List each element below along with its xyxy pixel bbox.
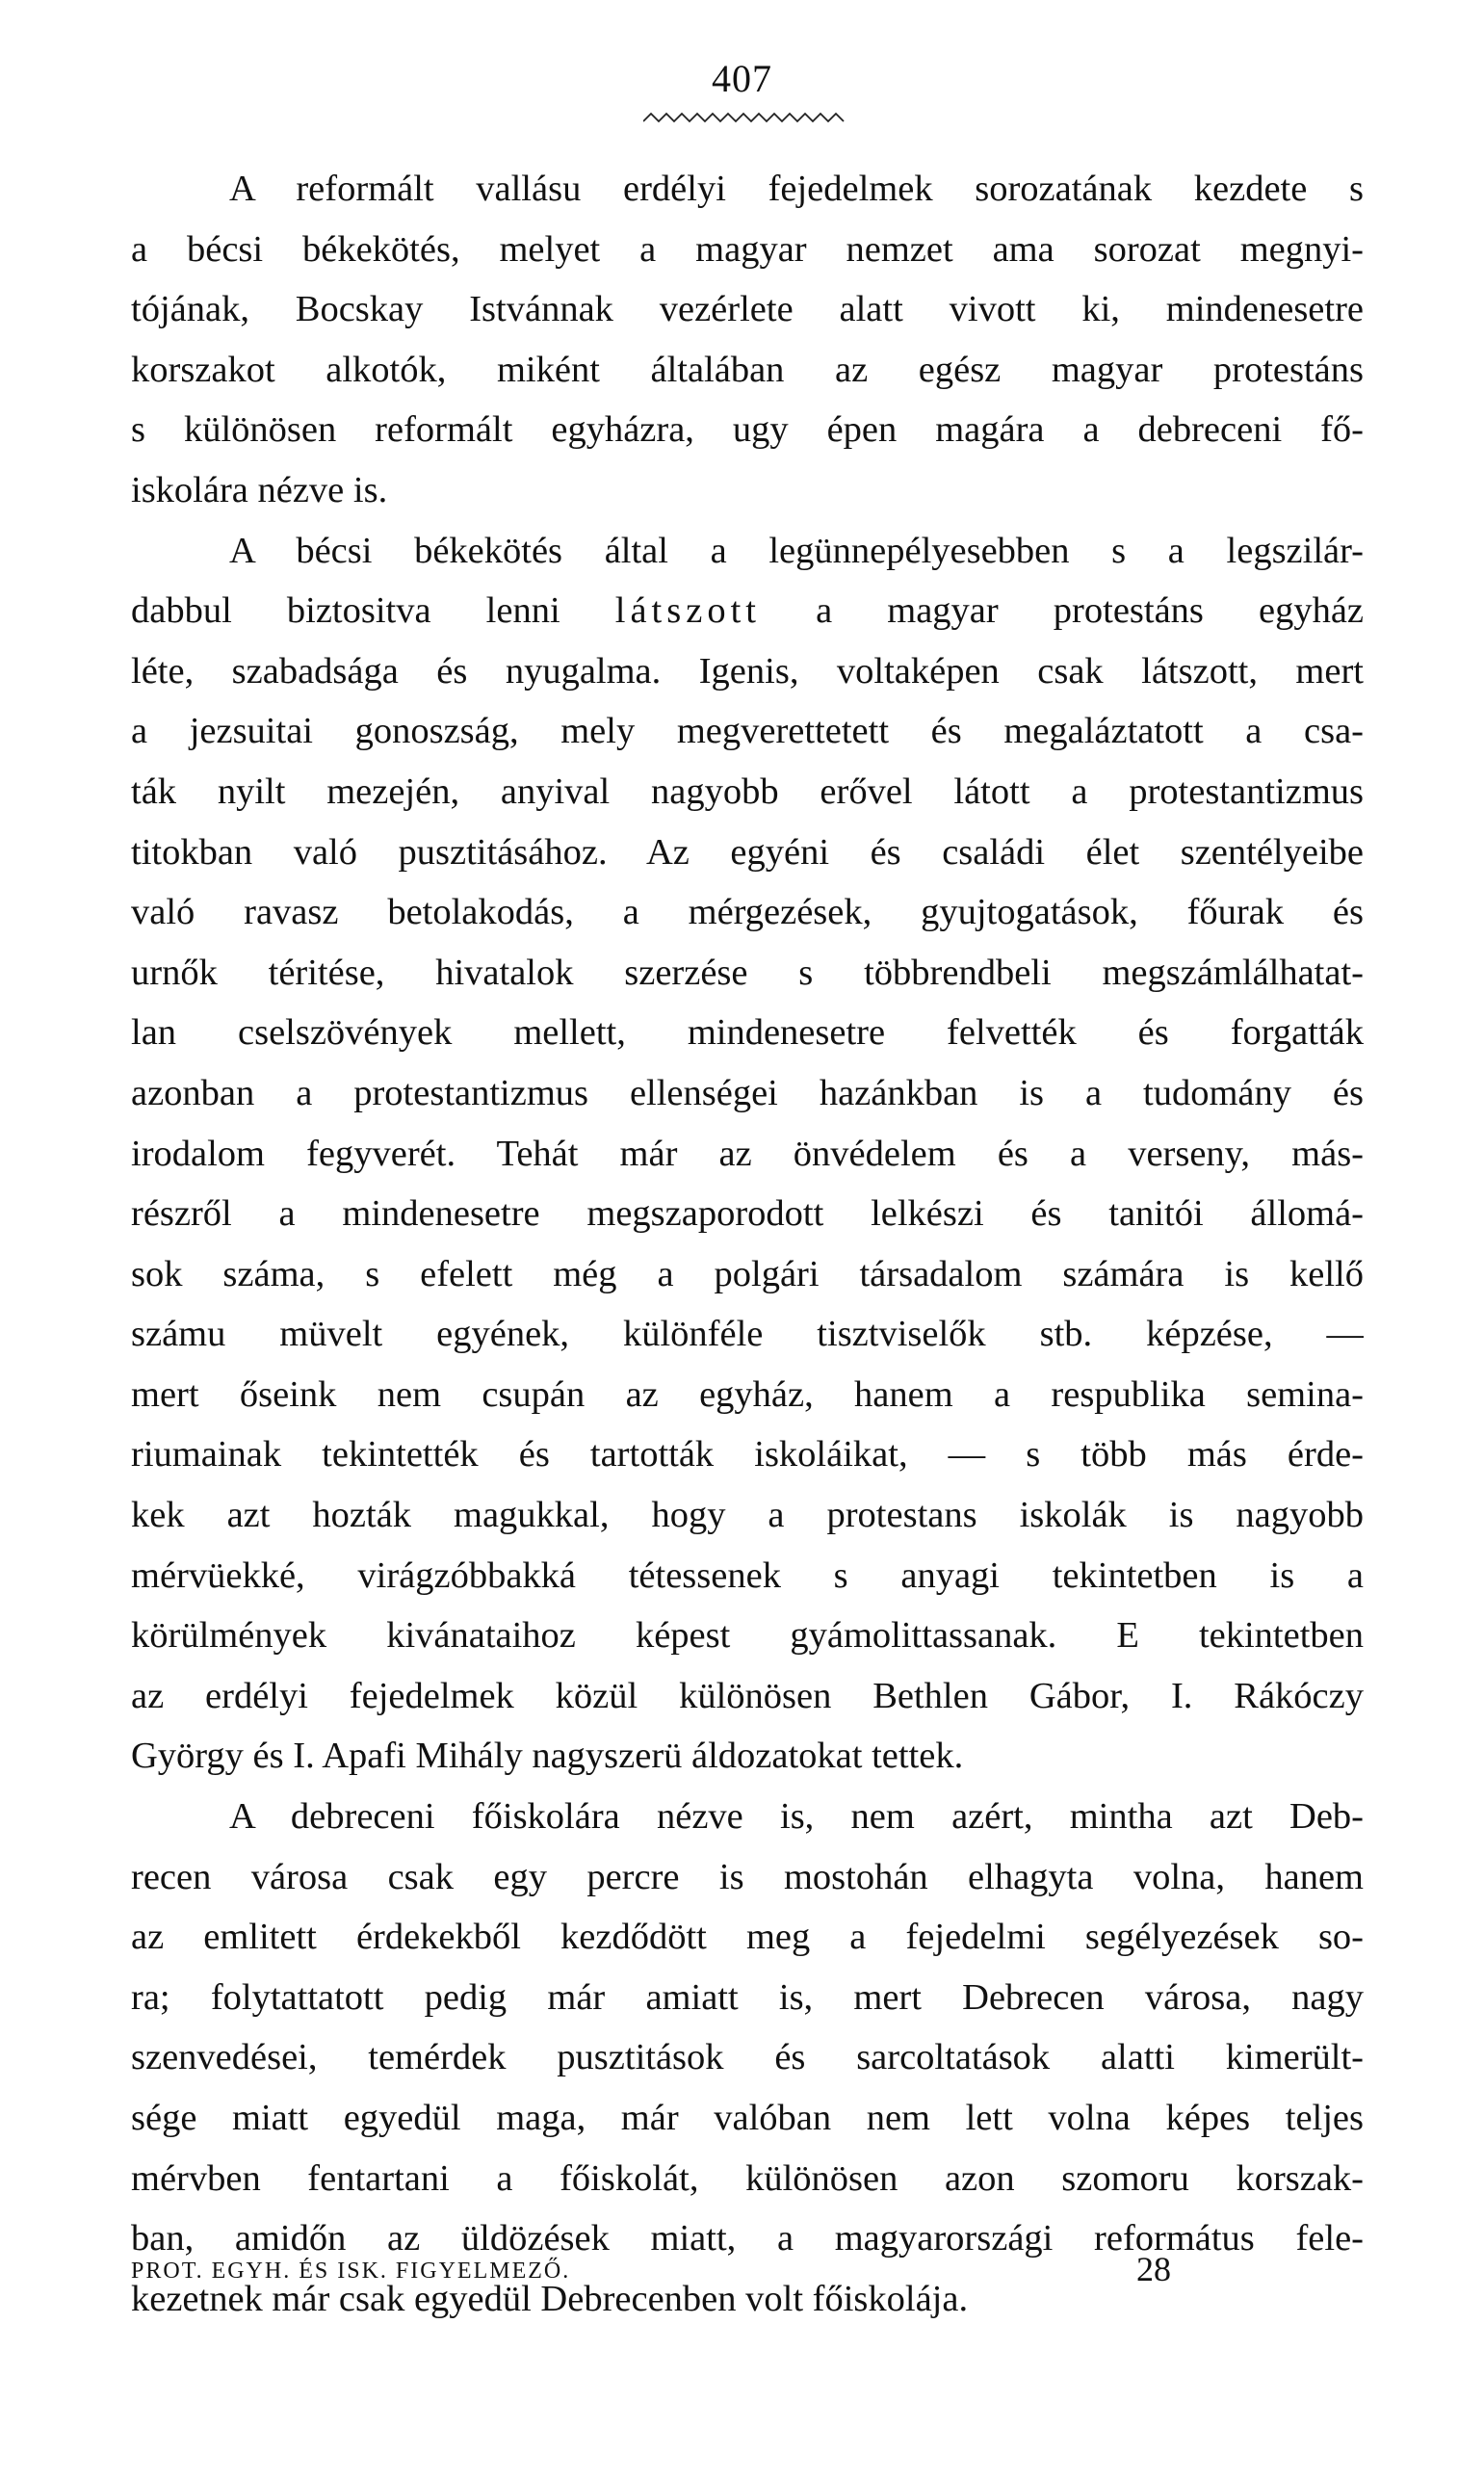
text-line: kek azt hozták magukkal, hogy a protestans iskolák is nagyobb (131, 1495, 1364, 1536)
text-line: azonban a protestantizmus ellenségei hazánkban is a tudomány és (131, 1072, 1364, 1113)
text-line: urnők téritése, hivatalok szerzése s többrendbeli megszámlálhatat- (131, 952, 1364, 993)
page-footer (131, 2249, 1171, 2297)
text-line: kezetnek már csak egyedül Debrecenben volt főiskolája. (131, 2278, 969, 2319)
text-line: recen városa csak egy percre is mostohán elhagyta volna, hanem (131, 1856, 1364, 1897)
text-line: az emlitett érdekekből kezdődött meg a fejedelmi segélyezések so- (131, 1917, 1364, 1958)
text-line: A reformált vallásu erdélyi fejedelmek sorozatának kezdete s (229, 169, 1364, 209)
text-line: titokban való pusztitásához. Az egyéni és családi élet szentélyeibe (131, 831, 1364, 873)
text-line: korszakot alkotók, miként általában az egész magyar protestáns (131, 349, 1364, 390)
text-line: részről a mindenesetre megszaporodott lelkészi és tanitói állomá- (131, 1193, 1364, 1235)
text-line: szenvedései, temérdek pusztitások és sarcoltatások alatti kimerült- (131, 2037, 1364, 2078)
text-line: sége miatt egyedül maga, már valóban nem lett volna képes teljes (131, 2098, 1364, 2138)
text-line: ra; folytattatott pedig már amiatt is, mert Debrecen városa, nagy (131, 1976, 1364, 2018)
text-line: irodalom fegyverét. Tehát már az önvédelem és a verseny, más- (131, 1133, 1364, 1174)
page-number: 407 (712, 57, 772, 100)
text-line: az erdélyi fejedelmek közül különösen Bethlen Gábor, I. Rákóczy (131, 1675, 1364, 1716)
text-line: sok száma, s efelett még a polgári társadalom számára is kellő (131, 1253, 1364, 1294)
text-line: mérvüekké, virágzóbbakká tétessenek s anyagi tekintetben is a (131, 1554, 1364, 1596)
page-header (0, 56, 1484, 102)
text-line: riumainak tekintették és tartották iskoláikat, — s több más érde- (131, 1434, 1364, 1476)
text-line: a bécsi békekötés, melyet a magyar nemzet ama sorozat megnyi- (131, 228, 1364, 270)
text-line: számu müvelt egyének, különféle tisztviselők stb. képzése, — (131, 1314, 1364, 1355)
text-line: léte, szabadsága és nyugalma. Igenis, voltaképen csak látszott, mert (131, 650, 1364, 692)
text-line: a jezsuitai gonoszság, mely megverettetett és megaláztatott a csa- (131, 711, 1364, 752)
text-fragment: a magyar protestáns egyház (816, 590, 1364, 632)
text-line: tójának, Bocskay Istvánnak vezérlete alatt vivott ki, mindenesetre (131, 289, 1364, 330)
zigzag-ornament-icon (643, 112, 846, 125)
text-fragment: dabbul biztositva lenni (131, 590, 560, 632)
emphasized-word: látszott (614, 590, 761, 632)
text-line: mert őseink nem csupán az egyház, hanem a respublika semina- (131, 1373, 1364, 1415)
text-line: ban, amidőn az üldözések miatt, a magyarországi református fele- (131, 2218, 1364, 2259)
text-line: körülmények kivánataihoz képest gyámolittassanak. E tekintetben (131, 1615, 1364, 1657)
body-text (131, 159, 1364, 2329)
text-line: A bécsi békekötés által a legünnepélyesebben s a legszilár- (229, 530, 1364, 571)
text-line: A debreceni főiskolára nézve is, nem azért, mintha azt Deb- (229, 1796, 1364, 1838)
text-line: ták nyilt mezején, anyival nagyobb erővel látott a protestantizmus (131, 770, 1364, 812)
text-line: lan cselszövények mellett, mindenesetre felvették és forgatták (131, 1012, 1364, 1054)
journal-title: PROT. EGYH. ÉS ISK. FIGYELMEZŐ. (131, 2259, 571, 2284)
text-line: György és I. Apafi Mihály nagyszerü áldozatokat tettek. (131, 1736, 964, 1777)
text-line: való ravasz betolakodás, a mérgezések, gyujtogatások, főurak és (131, 892, 1364, 933)
signature-mark: 28 (1136, 2250, 1171, 2288)
text-line-with-emphasis (131, 581, 1364, 641)
text-line: mérvben fentartani a főiskolát, különösen azon szomoru korszak- (131, 2157, 1364, 2199)
text-line: s különösen reformált egyházra, ugy épen magára a debreceni fő- (131, 409, 1364, 451)
text-line: iskolára nézve is. (131, 469, 388, 510)
